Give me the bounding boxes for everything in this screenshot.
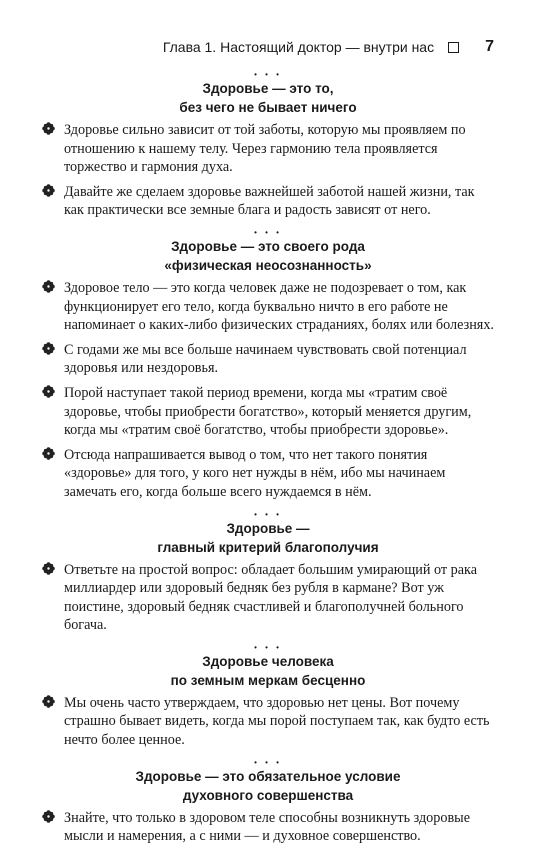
list-item-text: Знайте, что только в здоровом теле способны возникнуть здоровые мысли и намерения, а с ними — и духовное совершенство. xyxy=(64,809,470,845)
running-header xyxy=(0,36,494,58)
list-item xyxy=(42,561,494,635)
section-divider-dots: • • • xyxy=(254,509,282,519)
list-item xyxy=(42,121,494,177)
flower-bullet-icon xyxy=(42,810,55,823)
section-heading-line: Здоровье — это обязательное условие xyxy=(135,768,401,784)
section-heading-line: без чего не бывает ничего xyxy=(179,100,357,115)
list-item xyxy=(42,384,494,440)
flower-bullet-icon xyxy=(42,184,55,197)
flower-bullet-icon xyxy=(42,280,55,293)
chapter-title: Глава 1. Настоящий доктор — внутри нас xyxy=(162,39,435,55)
list-item-text: Отсюда напрашивается вывод о том, что нет такого понятия «здоровье» для того, у кого нет нужды в нём, ибо мы начинаем замечать его, когда больше всего нуждаемся в нём. xyxy=(64,446,446,500)
flower-bullet-icon xyxy=(42,385,55,398)
section xyxy=(42,758,494,846)
page-number: 7 xyxy=(485,38,494,55)
section-divider-dots: • • • xyxy=(254,642,282,652)
section-heading-line: Здоровье — это своего рода xyxy=(171,238,365,254)
list-item xyxy=(42,446,494,502)
list-item-text: С годами же мы все больше начинаем чувствовать свой потенциал здоровья или нездоровья. xyxy=(64,341,467,377)
section-heading xyxy=(42,237,494,275)
section-heading xyxy=(42,519,494,557)
list-item xyxy=(42,809,494,846)
list-item-text: Порой наступает такой период времени, когда мы «тратим своё здоровье, чтобы приобрести богатство», который меняется другим, когда мы «тратим своё богатство, чтобы приобрести здоровье». xyxy=(64,384,472,439)
list-item-text: Мы очень часто утверждаем, что здоровью нет цены. Вот почему страшно бывает видеть, когда мы порой поступаем так, как будто есть нечто более ценное. xyxy=(64,694,490,749)
section xyxy=(42,228,494,502)
section-heading xyxy=(42,652,494,690)
list-item xyxy=(42,279,494,335)
section-heading-line: духовного совершенства xyxy=(182,787,354,803)
section-heading-line: главный критерий благополучия xyxy=(157,539,379,555)
section xyxy=(42,510,494,635)
section-divider-dots: • • • xyxy=(254,757,282,767)
section-heading-line: по земным меркам бесценно xyxy=(170,672,366,688)
page-content xyxy=(42,70,494,854)
flower-bullet-icon xyxy=(42,695,55,708)
list-item xyxy=(42,341,494,378)
list-item xyxy=(42,183,494,220)
square-marker-icon xyxy=(448,42,459,53)
flower-bullet-icon xyxy=(42,342,55,355)
section xyxy=(42,643,494,750)
flower-bullet-icon xyxy=(42,122,55,135)
flower-bullet-icon xyxy=(42,562,55,575)
section-divider-dots: • • • xyxy=(254,70,282,79)
list-item-text: Давайте же сделаем здоровье важнейшей заботой нашей жизни, так как практически все земные блага и радость зависят от него. xyxy=(64,183,475,219)
list-item-text: Здоровое тело — это когда человек даже не подозревает о том, как функционирует его тело, когда буквально ничто в его работе не напоминает о каких-либо физических страданиях, болях или болезнях. xyxy=(64,279,494,334)
section xyxy=(42,70,494,220)
flower-bullet-icon xyxy=(42,447,55,460)
section-divider-dots: • • • xyxy=(254,227,282,237)
section-heading-line: «физическая неосознанность» xyxy=(164,257,372,273)
section-heading-line: Здоровье — это то, xyxy=(202,81,334,96)
list-item-text: Здоровье сильно зависит от той заботы, которую мы проявляем по отношению к нашему телу. Через гармонию тела проявляется торжество и гармония духа. xyxy=(64,122,466,176)
section-heading xyxy=(42,767,494,805)
section-heading xyxy=(42,79,494,117)
list-item xyxy=(42,694,494,750)
list-item-text: Ответьте на простой вопрос: обладает большим умирающий от рака миллиардер или здоровый бедняк без рубля в кармане? Вот уж поистине, здоровый бедняк счастливей и благополучней больного богача. xyxy=(64,561,478,634)
section-heading-line: Здоровье человека xyxy=(202,653,334,669)
section-heading-line: Здоровье — xyxy=(226,520,310,536)
